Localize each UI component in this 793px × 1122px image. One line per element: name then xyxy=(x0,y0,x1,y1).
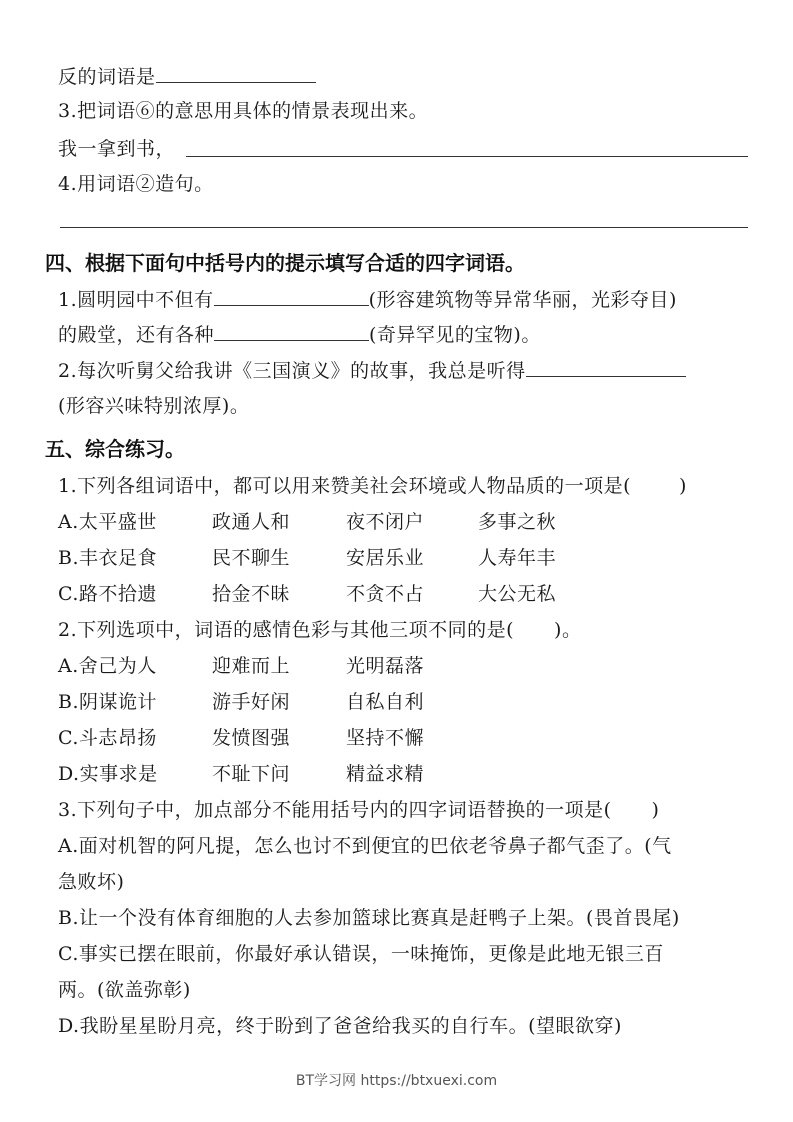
s5-q3-opt-d: D.我盼星星盼月亮，终于盼到了爸爸给我买的自行车。(望眼欲穿) xyxy=(58,1015,622,1037)
s5-q2-opt-c-label-word xyxy=(58,726,157,750)
option-word: 政通人和 xyxy=(212,511,291,533)
option-word: 光明磊落 xyxy=(346,655,425,677)
option-word: 阴谋诡计 xyxy=(79,691,158,713)
option-word: 实事求是 xyxy=(79,763,158,785)
s5-q3-opt-a-line1: A.面对机智的阿凡提，怎么也讨不到便宜的巴依老爷鼻子都气歪了。(气 xyxy=(58,835,672,857)
s5-q2-stem: 2.下列选项中，词语的感情色彩与其他三项不同的是( xyxy=(58,619,515,641)
s4-q1-line2 xyxy=(58,322,541,347)
s5-q2-opt-d-label-word xyxy=(58,762,158,786)
option-label: B. xyxy=(58,547,80,569)
q4-label: 4.用词语②造句。 xyxy=(58,173,214,195)
option-word: 发愤图强 xyxy=(212,727,291,749)
answer-blank-s4-q1a[interactable] xyxy=(214,287,369,306)
s5-q3-stem-line xyxy=(58,798,659,822)
option-label: B. xyxy=(58,691,80,713)
option-word: 不贪不占 xyxy=(346,583,425,605)
footer-watermark: BT学习网 https://btxuexi.com xyxy=(295,1073,498,1089)
s4-q2-line1 xyxy=(58,358,686,383)
answer-blank-s4-q1b[interactable] xyxy=(214,322,369,341)
s5-q2-close: )。 xyxy=(554,619,582,641)
s5-q1-stem: 1.下列各组词语中，都可以用来赞美社会环境或人物品质的一项是( xyxy=(58,475,632,497)
option-label: A. xyxy=(58,655,79,677)
s5-q3-opt-b: B.让一个没有体育细胞的人去参加篮球比赛真是赶鸭子上架。(畏首畏尾) xyxy=(58,907,680,929)
option-word: 夜不闭户 xyxy=(346,511,425,533)
option-word: 舍己为人 xyxy=(78,655,157,677)
option-word: 路不拾遗 xyxy=(78,583,157,605)
option-word: 安居乐业 xyxy=(346,547,425,569)
option-word: 丰衣足食 xyxy=(79,547,158,569)
option-word: 游手好闲 xyxy=(212,691,291,713)
answer-line-q4[interactable] xyxy=(60,227,748,228)
s5-q1-close: ) xyxy=(679,475,687,497)
q3-label: 3.把词语⑥的意思用具体的情景表现出来。 xyxy=(58,100,429,122)
s5-q1-opt-b-label-word xyxy=(58,546,157,570)
s5-q3-opt-a-line2: 急败坏) xyxy=(58,871,125,893)
q2-tail-text: 反的词语是 xyxy=(58,66,156,88)
option-label: D. xyxy=(58,763,80,785)
option-word: 精益求精 xyxy=(346,763,425,785)
option-word: 自私自利 xyxy=(346,691,425,713)
option-label: C. xyxy=(58,727,79,749)
q2-tail-line xyxy=(58,64,316,89)
s5-q2-stem-line xyxy=(58,618,581,642)
option-word: 斗志昂扬 xyxy=(78,727,157,749)
q3-prompt: 我一拿到书， xyxy=(58,138,176,160)
s4-q1-part2: 的殿堂，还有各种 xyxy=(58,324,215,346)
answer-line-q3[interactable] xyxy=(186,156,748,157)
option-word: 人寿年丰 xyxy=(478,547,557,569)
answer-blank-s4-q2[interactable] xyxy=(526,358,686,377)
option-word: 拾金不昧 xyxy=(212,583,291,605)
s5-q3-close: ) xyxy=(651,799,660,821)
section4-heading: 四、根据下面句中括号内的提示填写合适的四字词语。 xyxy=(45,251,525,275)
s5-q1-opt-c-label-word xyxy=(58,582,157,606)
option-word: 不耻下问 xyxy=(212,763,291,785)
s4-q1-hint1: (形容建筑物等异常华丽，光彩夺目) xyxy=(368,289,677,311)
option-word: 多事之秋 xyxy=(478,511,557,533)
option-word: 迎难而上 xyxy=(212,655,291,677)
s5-q3-opt-c-line2: 两。(欲盖弥彰) xyxy=(58,979,191,1001)
s5-q1-stem-line xyxy=(58,474,687,498)
answer-blank-antonym[interactable] xyxy=(156,64,316,83)
s4-q2-part1: 2.每次听舅父给我讲《三国演义》的故事，我总是听得 xyxy=(58,360,526,382)
s5-q1-opt-a-label-word xyxy=(58,510,157,534)
s5-q3-opt-c-line1: C.事实已摆在眼前，你最好承认错误，一味掩饰，更像是此地无银三百 xyxy=(58,943,664,965)
s4-q1-line1 xyxy=(58,287,677,312)
section5-heading: 五、综合练习。 xyxy=(45,437,185,461)
s4-q1-part1: 1.圆明园中不但有 xyxy=(58,289,214,311)
s4-q1-hint2: (奇异罕见的宝物)。 xyxy=(369,324,541,346)
option-word: 太平盛世 xyxy=(78,511,157,533)
option-word: 坚持不懈 xyxy=(346,727,425,749)
s4-q2-hint: (形容兴味特别浓厚)。 xyxy=(58,395,250,417)
option-label: C. xyxy=(58,583,79,605)
s5-q2-opt-b-label-word xyxy=(58,690,157,714)
option-word: 大公无私 xyxy=(478,583,557,605)
option-label: A. xyxy=(58,511,79,533)
s5-q2-opt-a-label-word xyxy=(58,654,157,678)
s5-q3-stem: 3.下列句子中，加点部分不能用括号内的四字词语替换的一项是( xyxy=(58,799,612,821)
option-word: 民不聊生 xyxy=(212,547,291,569)
